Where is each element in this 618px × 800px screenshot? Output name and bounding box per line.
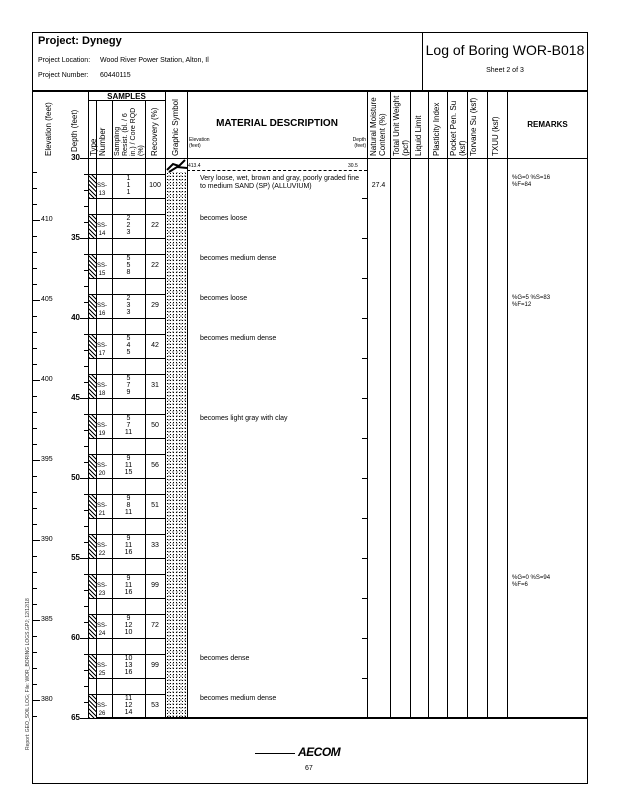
col-unit-weight: Total Unit Weight (pcf) (392, 95, 410, 156)
split-spoon-type-icon (89, 375, 96, 398)
sample-number: SS-23 (97, 583, 108, 597)
recovery-value: 33 (151, 542, 159, 549)
depth-label: 30 (71, 153, 80, 162)
elevation-label: 395 (41, 456, 53, 464)
description-tick (362, 358, 367, 359)
sample-number: SS-14 (97, 223, 108, 237)
aecom-logo: AECOM (298, 745, 341, 759)
sample-bottom-line (88, 358, 165, 359)
split-spoon-type-icon (89, 255, 96, 278)
recovery-value: 42 (151, 342, 159, 349)
col-elev-small: Elevation (feet) (189, 137, 210, 149)
blow-count: 11 (124, 429, 133, 436)
blow-count: 16 (124, 549, 133, 556)
elevation-tick (32, 300, 40, 301)
blow-count: 12 (124, 702, 133, 709)
blow-count: 1 (126, 182, 131, 189)
depth-tick (84, 510, 88, 511)
recovery-value: 100 (149, 182, 161, 189)
blow-count: 5 (126, 349, 131, 356)
project-name: Project: Dynegy (38, 35, 122, 47)
sample-number: SS-25 (97, 663, 108, 677)
contact-line (187, 170, 367, 171)
blow-count: 14 (124, 709, 133, 716)
blow-count: 15 (124, 469, 133, 476)
blow-count: 5 (126, 375, 131, 382)
depth-tick (84, 462, 88, 463)
column-divider (187, 91, 188, 719)
project-number-label: Project Number: (38, 72, 89, 79)
elevation-tick (32, 700, 40, 701)
depth-tick (84, 430, 88, 431)
col-elevation: Elevation (feet) (44, 102, 53, 156)
col-samples: SAMPLES (107, 92, 146, 101)
depth-tick (80, 318, 88, 319)
elevation-tick (32, 188, 37, 189)
elevation-tick (32, 172, 37, 173)
sample-bottom-line (88, 678, 165, 679)
blow-count: 11 (124, 462, 133, 469)
page-number: 67 (305, 765, 313, 772)
blow-count: 13 (124, 662, 133, 669)
col-pocket-pen: Pocket Pen. Su (ksf) (449, 100, 467, 156)
description-tick (362, 558, 367, 559)
blow-count: 7 (126, 422, 131, 429)
col-remarks: REMARKS (527, 120, 568, 129)
elevation-tick (32, 252, 37, 253)
split-spoon-type-icon (89, 455, 96, 478)
sample-number: SS-20 (97, 463, 108, 477)
elevation-tick (32, 204, 37, 205)
depth-tick (84, 222, 88, 223)
fill-graphic-symbol (165, 158, 189, 174)
elevation-tick (32, 460, 40, 461)
sample-number: SS-26 (97, 703, 108, 717)
depth-tick (84, 382, 88, 383)
blow-count: 5 (126, 415, 131, 422)
elevation-tick (32, 316, 37, 317)
blow-count: 10 (124, 629, 133, 636)
split-spoon-type-icon (89, 295, 96, 318)
depth-tick (84, 446, 88, 447)
sand-graphic-symbol (166, 172, 186, 717)
depth-tick (80, 478, 88, 479)
column-divider (410, 91, 411, 719)
col-torvane: Torvane Su (ksf) (469, 97, 478, 156)
location-label: Project Location: (38, 57, 91, 64)
blow-count: 2 (126, 222, 131, 229)
description-tick (362, 598, 367, 599)
blow-count: 9 (126, 615, 131, 622)
blow-count: 4 (126, 342, 131, 349)
elevation-tick (32, 380, 40, 381)
blow-count: 11 (124, 509, 133, 516)
depth-label: 50 (71, 473, 80, 482)
depth-tick (84, 686, 88, 687)
elevation-tick (32, 284, 37, 285)
col-depth-small: Depth (feet) (352, 137, 366, 149)
col-liquid-limit: Liquid Limit (414, 115, 423, 156)
description-tick (362, 318, 367, 319)
sample-number: SS-22 (97, 543, 108, 557)
depth-tick (84, 606, 88, 607)
recovery-value: 22 (151, 262, 159, 269)
blow-count: 10 (124, 655, 133, 662)
blow-count: 9 (126, 455, 131, 462)
depth-label: 60 (71, 633, 80, 642)
depth-tick (84, 702, 88, 703)
blow-count: 3 (126, 309, 131, 316)
col-recovery: Recovery (%) (150, 107, 159, 156)
description-tick (362, 638, 367, 639)
depth-label: 40 (71, 313, 80, 322)
description-tick (362, 478, 367, 479)
col-blows: Sampling Resist. (bl. / 6 in.) / Core RQD (%) (114, 107, 145, 156)
depth-tick (84, 670, 88, 671)
elevation-tick (32, 220, 40, 221)
depth-tick (80, 718, 88, 719)
sample-number: SS-16 (97, 303, 108, 317)
depth-tick (84, 350, 88, 351)
recovery-value: 29 (151, 302, 159, 309)
recovery-value: 53 (151, 702, 159, 709)
col-material: MATERIAL DESCRIPTION (216, 118, 338, 129)
blow-count: 9 (126, 575, 131, 582)
recovery-value: 56 (151, 462, 159, 469)
blow-count: 2 (126, 215, 131, 222)
sample-bottom-line (88, 278, 165, 279)
depth-label: 65 (71, 713, 80, 722)
depth-tick (84, 286, 88, 287)
split-spoon-type-icon (89, 175, 96, 198)
blow-count: 11 (124, 695, 133, 702)
split-spoon-type-icon (89, 655, 96, 678)
blow-count: 5 (126, 335, 131, 342)
depth-tick (84, 590, 88, 591)
material-description: becomes loose (200, 295, 248, 302)
material-description: becomes light gray with clay (200, 415, 288, 422)
footer-rule (255, 753, 295, 754)
depth-tick (84, 622, 88, 623)
description-tick (362, 398, 367, 399)
elevation-label: 385 (41, 616, 53, 624)
sample-number: SS-19 (97, 423, 108, 437)
elevation-tick (32, 236, 37, 237)
sample-number: SS-17 (97, 343, 108, 357)
contact-depth: 30.5 (348, 163, 358, 169)
report-file-text: Report: GEO_SOIL LOG; File: WOR_BORING LOGS.GPJ; 12/12/18 (25, 598, 31, 750)
split-spoon-type-icon (89, 535, 96, 558)
column-divider (507, 91, 508, 719)
sheet-number: Sheet 2 of 3 (486, 67, 524, 74)
depth-tick (84, 206, 88, 207)
sample-number: SS-13 (97, 183, 108, 197)
depth-tick (80, 398, 88, 399)
depth-tick (84, 270, 88, 271)
blow-count: 11 (124, 582, 133, 589)
recovery-value: 50 (151, 422, 159, 429)
col-plasticity: Plasticity Index (432, 102, 441, 156)
blow-count: 5 (126, 255, 131, 262)
material-description: becomes medium dense (200, 695, 277, 702)
project-number-value: 60440115 (100, 72, 131, 79)
split-spoon-type-icon (89, 575, 96, 598)
sample-bottom-line (88, 238, 165, 239)
material-description: becomes loose (200, 215, 248, 222)
elevation-label: 405 (41, 296, 53, 304)
col-txuu: TXUU (ksf) (491, 116, 500, 156)
header-bottom-line (88, 158, 588, 159)
column-divider (467, 91, 468, 719)
description-tick (362, 198, 367, 199)
depth-tick (84, 366, 88, 367)
sample-number: SS-18 (97, 383, 108, 397)
blow-count: 9 (126, 495, 131, 502)
description-tick (362, 278, 367, 279)
depth-tick (80, 158, 88, 159)
blow-count: 9 (126, 535, 131, 542)
col-type: Type (89, 138, 98, 156)
blow-count: 8 (126, 269, 131, 276)
col-number: Number (98, 127, 107, 156)
elevation-tick (32, 540, 40, 541)
sample-bottom-line (88, 318, 165, 319)
log-title: Log of Boring WOR-B018 (425, 42, 585, 58)
header-divider (422, 32, 423, 91)
description-tick (362, 678, 367, 679)
depth-label: 35 (71, 233, 80, 242)
sample-bottom-line (88, 718, 165, 719)
elevation-label: 400 (41, 376, 53, 384)
contact-elevation: 413.4 (188, 163, 201, 169)
elevation-label: 380 (41, 696, 53, 704)
blow-count: 1 (126, 189, 131, 196)
col-moisture: Natural Moisture Content (%) (369, 97, 387, 156)
depth-tick (84, 526, 88, 527)
col-depth: Depth (feet) (70, 109, 79, 152)
blow-count: 3 (126, 229, 131, 236)
remarks-text: %G=0 %S=94 %F=6 (512, 575, 551, 588)
depth-label: 55 (71, 553, 80, 562)
sample-bottom-line (88, 398, 165, 399)
blow-count: 1 (126, 175, 131, 182)
description-tick (362, 438, 367, 439)
material-description: Very loose, wet, brown and gray, poorly graded fine to medium SAND (SP) (ALLUVIUM) (200, 175, 360, 190)
blow-count: 16 (124, 669, 133, 676)
depth-tick (80, 638, 88, 639)
remarks-text: %G=0 %S=16 %F=84 (512, 175, 551, 188)
split-spoon-type-icon (89, 495, 96, 518)
sample-bottom-line (88, 198, 165, 199)
material-description: becomes medium dense (200, 335, 277, 342)
depth-tick (80, 238, 88, 239)
split-spoon-type-icon (89, 615, 96, 638)
sample-bottom-line (88, 518, 165, 519)
col-graphic: Graphic Symbol (171, 99, 180, 156)
material-description: becomes medium dense (200, 255, 277, 262)
split-spoon-type-icon (89, 215, 96, 238)
column-divider (428, 91, 429, 719)
column-divider (390, 91, 391, 719)
depth-tick (80, 558, 88, 559)
remarks-text: %G=5 %S=83 %F=12 (512, 295, 551, 308)
blow-count: 3 (126, 302, 131, 309)
column-divider (447, 91, 448, 719)
description-tick (362, 238, 367, 239)
sample-bottom-line (88, 558, 165, 559)
blow-count: 16 (124, 589, 133, 596)
moisture-value: 27.4 (371, 182, 386, 189)
elevation-tick (32, 620, 40, 621)
split-spoon-type-icon (89, 335, 96, 358)
split-spoon-type-icon (89, 695, 96, 718)
blow-count: 7 (126, 382, 131, 389)
sample-bottom-line (88, 478, 165, 479)
recovery-value: 99 (151, 662, 159, 669)
blow-count: 12 (124, 622, 133, 629)
split-spoon-type-icon (89, 415, 96, 438)
recovery-value: 51 (151, 502, 159, 509)
depth-tick (84, 302, 88, 303)
column-divider (487, 91, 488, 719)
location-value: Wood River Power Station, Alton, Il (100, 57, 209, 64)
material-description: becomes dense (200, 655, 250, 662)
sample-number: SS-15 (97, 263, 108, 277)
blow-count: 9 (126, 389, 131, 396)
depth-label: 45 (71, 393, 80, 402)
recovery-value: 72 (151, 622, 159, 629)
description-tick (362, 518, 367, 519)
sample-bottom-line (88, 638, 165, 639)
sample-bottom-line (88, 598, 165, 599)
elevation-label: 390 (41, 536, 53, 544)
depth-tick (84, 190, 88, 191)
recovery-value: 31 (151, 382, 159, 389)
recovery-value: 99 (151, 582, 159, 589)
sample-number: SS-24 (97, 623, 108, 637)
blow-count: 8 (126, 502, 131, 509)
blow-count: 2 (126, 295, 131, 302)
depth-tick (84, 542, 88, 543)
blow-count: 11 (124, 542, 133, 549)
elevation-tick (32, 268, 37, 269)
blow-count: 5 (126, 262, 131, 269)
sample-number: SS-21 (97, 503, 108, 517)
elevation-label: 410 (41, 216, 53, 224)
recovery-value: 22 (151, 222, 159, 229)
sample-bottom-line (88, 438, 165, 439)
